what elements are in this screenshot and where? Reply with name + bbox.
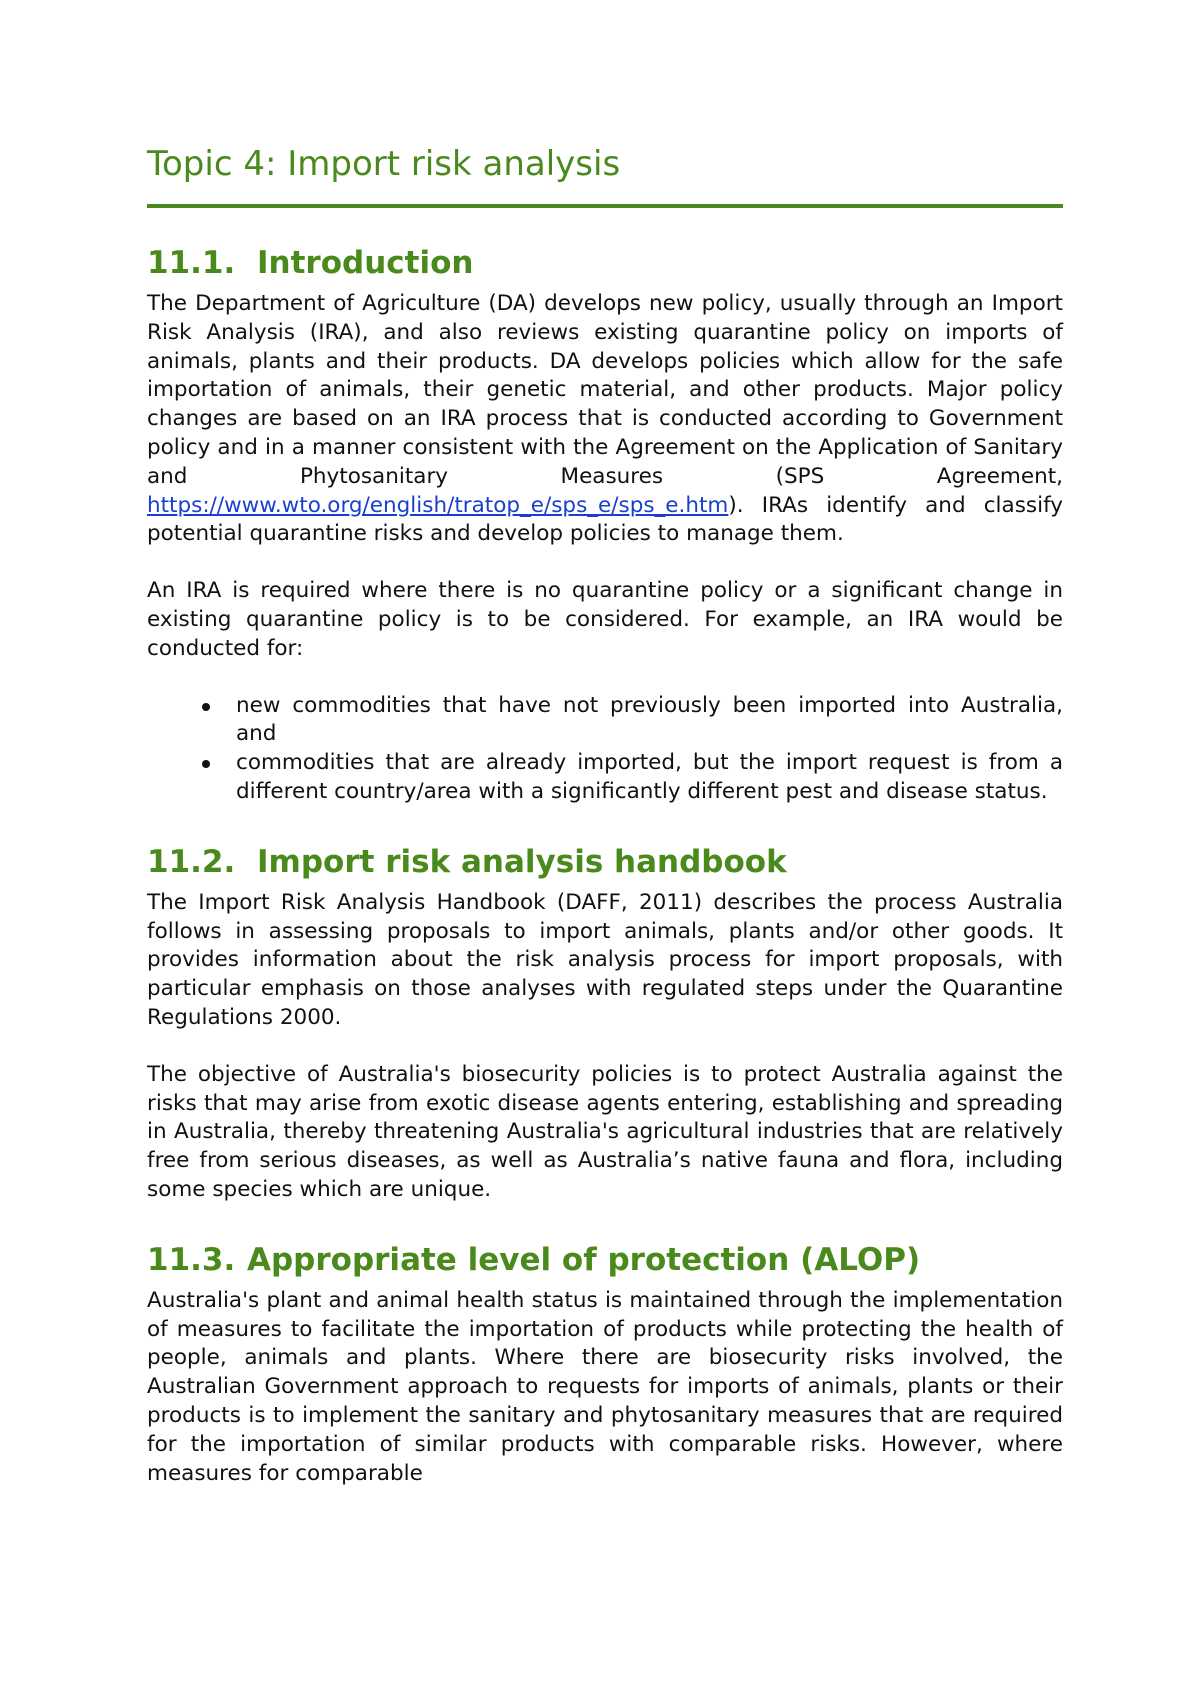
sps-agreement-link[interactable]: https://www.wto.org/english/tratop_e/sps_e/sps_e.htm xyxy=(147,492,729,518)
section-heading xyxy=(147,1239,1063,1281)
section-title: Appropriate level of protection (ALOP) xyxy=(247,1241,921,1278)
section-handbook xyxy=(147,841,1063,1205)
list-item xyxy=(147,692,1063,750)
paragraph-text: ). IRAs identify and classify potential quarantine risks and develop policies to manage them. xyxy=(147,492,1063,547)
paragraph-text: The Department of Agriculture (DA) develops new policy, usually through an Import Risk Analysis (IRA), and also reviews existing quarantine policy on imports of animals, plants and their products. DA develops policies which allow for the safe importation of animals, their genetic material, and other products. Major policy changes are based on an IRA process that is conducted according to Government policy and in a manner consistent with the Agreement on the Application of Sanitary and Phytosanitary Measures (SPS Agreement, xyxy=(147,291,1063,489)
bullet-icon xyxy=(202,703,210,711)
list-item-text: new commodities that have not previously been imported into Australia, and xyxy=(236,692,1063,747)
section-introduction xyxy=(147,242,1063,807)
section-number: 11.3. xyxy=(147,1241,236,1278)
paragraph: The objective of Australia's biosecurity policies is to protect Australia against the risks that may arise from exotic disease agents entering, establishing and spreading in Australia, thereby threatening Australia's agricultural industries that are relatively free from serious diseases, as well as Australia’s native fauna and flora, including some species which are unique. xyxy=(147,1061,1063,1202)
bullet-list xyxy=(147,692,1063,807)
section-title: Introduction xyxy=(257,245,474,281)
paragraph: The Import Risk Analysis Handbook (DAFF, 2011) describes the process Australia follows in assessing proposals to import animals, plants and/or other goods. It provides information about the risk analysis process for import proposals, with particular emphasis on those analyses with regulated steps under the Quarantine Regulations 2000. xyxy=(147,889,1063,1030)
list-item xyxy=(147,749,1063,807)
title-underline xyxy=(147,204,1063,208)
page-title: Topic 4: Import risk analysis xyxy=(147,144,621,184)
section-heading xyxy=(147,242,1063,284)
paragraph: An IRA is required where there is no quarantine policy or a significant change in existing quarantine policy is to be considered. For example, an IRA would be conducted for: xyxy=(147,578,1063,661)
section-number: 11.2. xyxy=(147,843,236,880)
section-alop xyxy=(147,1239,1063,1489)
bullet-icon xyxy=(202,760,210,768)
section-title: Import risk analysis handbook xyxy=(257,843,787,880)
paragraph xyxy=(147,290,1063,549)
list-item-text: commodities that are already imported, but the import request is from a different country/area with a significantly different pest and disease status. xyxy=(236,750,1063,804)
section-heading xyxy=(147,841,1063,883)
paragraph: Australia's plant and animal health status is maintained through the implementation of measures to facilitate the importation of products while protecting the health of people, animals and plants. Where there are biosecurity risks involved, the Australian Government approach to requests for imports of animals, plants or their products is to implement the sanitary and phytosanitary measures that are required for the importation of similar products with comparable risks. However, where measures for comparable xyxy=(147,1287,1063,1486)
document-page xyxy=(147,140,1063,1488)
section-number: 11.1. xyxy=(147,245,236,281)
